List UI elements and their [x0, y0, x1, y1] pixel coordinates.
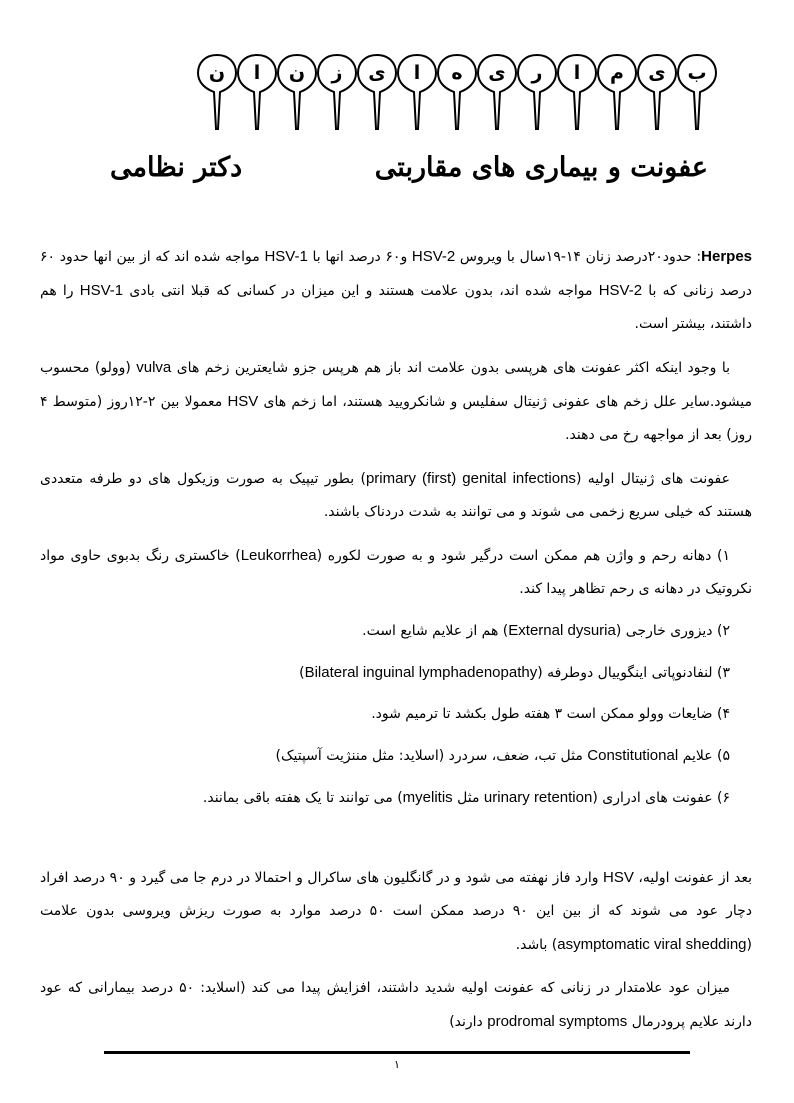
- balloon-char: ن: [208, 62, 226, 84]
- balloon-letter: [596, 52, 636, 132]
- balloon-letter: [356, 52, 396, 132]
- term-herpes: Herpes: [701, 248, 753, 265]
- balloon-char: ا: [573, 62, 581, 84]
- text-run: معمولا بین ۲-۱۲روز (متوسط ۴ روز) بعد از مواجهه رخ می دهند.: [40, 394, 752, 443]
- balloon-letter: [516, 52, 556, 132]
- balloon-char: ن: [288, 62, 306, 84]
- text-run: ۴) ضایعات وولو ممکن است ۳ هفته طول بکشد تا ترمیم شود.: [371, 706, 730, 722]
- text-run: عفونت های ژنیتال اولیه (: [575, 471, 730, 487]
- term-hsv1: HSV-1: [264, 248, 308, 265]
- term-hsv: HSV: [227, 393, 259, 410]
- term-viral-shedding: asymptomatic viral shedding: [557, 936, 747, 953]
- text-run: مثل تب، ضعف، سردرد (اسلاید: مثل مننژیت آسپتیک): [275, 748, 588, 764]
- balloon-letter: [676, 52, 716, 132]
- page-number: ۱: [394, 1058, 400, 1071]
- document-title: عفونت و بیماری های مقاربتی: [374, 152, 708, 183]
- text-run: ) خاکستری رنگ بدبوی حاوی مواد نکروتیک در دهانه ی رحم تظاهر پیدا کند.: [40, 548, 752, 597]
- balloon-letter: [276, 52, 316, 132]
- term-vulva: vulva: [136, 359, 172, 376]
- footer-rule: [104, 1051, 690, 1054]
- list-item-6: [40, 781, 752, 815]
- balloon-letter: [236, 52, 276, 132]
- document-body: [40, 240, 752, 1049]
- text-run: با وجود اینکه اکثر عفونت های هرپسی بدون علامت اند باز هم هرپس جزو شایعترین زخم های: [171, 360, 730, 376]
- term-hsv: HSV: [603, 869, 634, 886]
- text-run: : حدود۲۰درصد زنان ۱۴-۱۹سال با ویروس: [455, 249, 702, 265]
- text-run: وارد فاز نهفته می شود و در گانگلیون های ساکرال و احتمالا در درم جا می گیرد و ۹۰ درصد افراد دچار عود می شوند که از بین این ۹۰ درصد ممکن است ۵۰ درصد موارد به صورت ریزش ویروسی بدون علامت (: [40, 870, 752, 953]
- balloon-char: ب: [687, 62, 707, 84]
- term-external-dysuria: External dysuria: [508, 622, 616, 639]
- term-urinary-retention: urinary retention: [483, 789, 593, 806]
- term-constitutional: Constitutional: [587, 747, 679, 764]
- balloon-letter: [636, 52, 676, 132]
- text-run: مواجه شده اند که از بین انها حدود ۶۰ درصد زنانی که با: [40, 249, 752, 299]
- text-run: ) می توانند تا یک هفته باقی بمانند.: [202, 790, 403, 806]
- paragraph-vulva-ulcers: [40, 351, 752, 452]
- paragraph-latency: [40, 861, 752, 962]
- paragraph-primary-infections: [40, 462, 752, 529]
- text-run: ) باشد.: [515, 937, 558, 953]
- balloon-letter: [436, 52, 476, 132]
- balloon-char: ی: [368, 62, 386, 84]
- text-run: را هم داشتند، بیشتر است.: [40, 283, 752, 332]
- text-run: میزان عود علامتدار در زنانی که عفونت اولیه شدید داشتند، افزایش پیدا می کند (اسلاید: ۵۰ درصد بیمارانی که عود دارند علایم پرودرمال: [40, 980, 752, 1030]
- list-item-5: [40, 739, 752, 773]
- text-run: ۵) علایم: [678, 748, 730, 764]
- term-prodromal-symptoms: prodromal symptoms: [487, 1013, 628, 1030]
- balloon-letter: [196, 52, 236, 132]
- text-run: ۲) دیزوری خارجی (: [615, 623, 730, 639]
- term-hsv2: HSV-2: [598, 282, 643, 299]
- term-lymphadenopathy: Bilateral inguinal lymphadenopathy: [304, 664, 538, 681]
- text-run: و۶۰ درصد انها با: [307, 249, 412, 265]
- list-item-4: [40, 698, 752, 731]
- list-item-3: [40, 656, 752, 690]
- title-banner: [196, 52, 716, 132]
- text-run: مثل: [452, 790, 484, 806]
- text-run: بعد از عفونت اولیه،: [633, 870, 753, 886]
- text-run: ۱) دهانه رحم و واژن هم ممکن است درگیر شود و به صورت لکوره (: [316, 548, 730, 564]
- term-hsv2: HSV-2: [411, 248, 456, 265]
- balloon-char: ز: [331, 62, 343, 84]
- balloon-char: ی: [648, 62, 666, 84]
- term-myelitis: myelitis: [402, 789, 453, 806]
- balloon-char: ه: [451, 62, 463, 84]
- text-run: ) بطور تیپیک به صورت وزیکول های دو طرفه متعددی هستند که خیلی سریع زخمی می شوند و می توانند به شدت دردناک باشند.: [40, 471, 752, 520]
- balloon-char: ی: [488, 62, 506, 84]
- text-run: ۳) لنفادنوپاتی اینگوییال دوطرفه (: [537, 665, 730, 681]
- balloon-letter: [476, 52, 516, 132]
- term-primary-infections: primary (first) genital infections: [365, 470, 576, 487]
- balloon-char: م: [610, 62, 624, 84]
- balloon-char: ا: [253, 62, 261, 84]
- section-gap: [40, 823, 752, 861]
- balloon-char: ا: [413, 62, 421, 84]
- text-run: مواجه شده اند، بدون علامت هستند و این میزان در کسانی که قبلا انتی بادی: [123, 283, 599, 299]
- paragraph-herpes-intro: [40, 240, 752, 341]
- paragraph-recurrence: [40, 972, 752, 1039]
- author-name: دکتر نظامی: [110, 152, 243, 183]
- balloon-char: ر: [531, 62, 543, 84]
- term-hsv1: HSV-1: [79, 282, 124, 299]
- list-item-2: [40, 614, 752, 648]
- balloon-letter: [316, 52, 356, 132]
- text-run: دارند): [449, 1014, 488, 1030]
- balloon-letter: [556, 52, 596, 132]
- balloon-letter: [396, 52, 436, 132]
- text-run: ۶) عفونت های ادراری (: [592, 790, 730, 806]
- text-run: ): [299, 665, 305, 681]
- list-item-1: [40, 539, 752, 606]
- term-leukorrhea: Leukorrhea: [240, 547, 317, 564]
- text-run: ) هم از علایم شایع است.: [362, 623, 509, 639]
- text-run: (وولو) محسوب میشود.سایر علل زخم های عفونی ژنیتال سفلیس و شانکرویید هستند، اما زخم های: [40, 360, 752, 410]
